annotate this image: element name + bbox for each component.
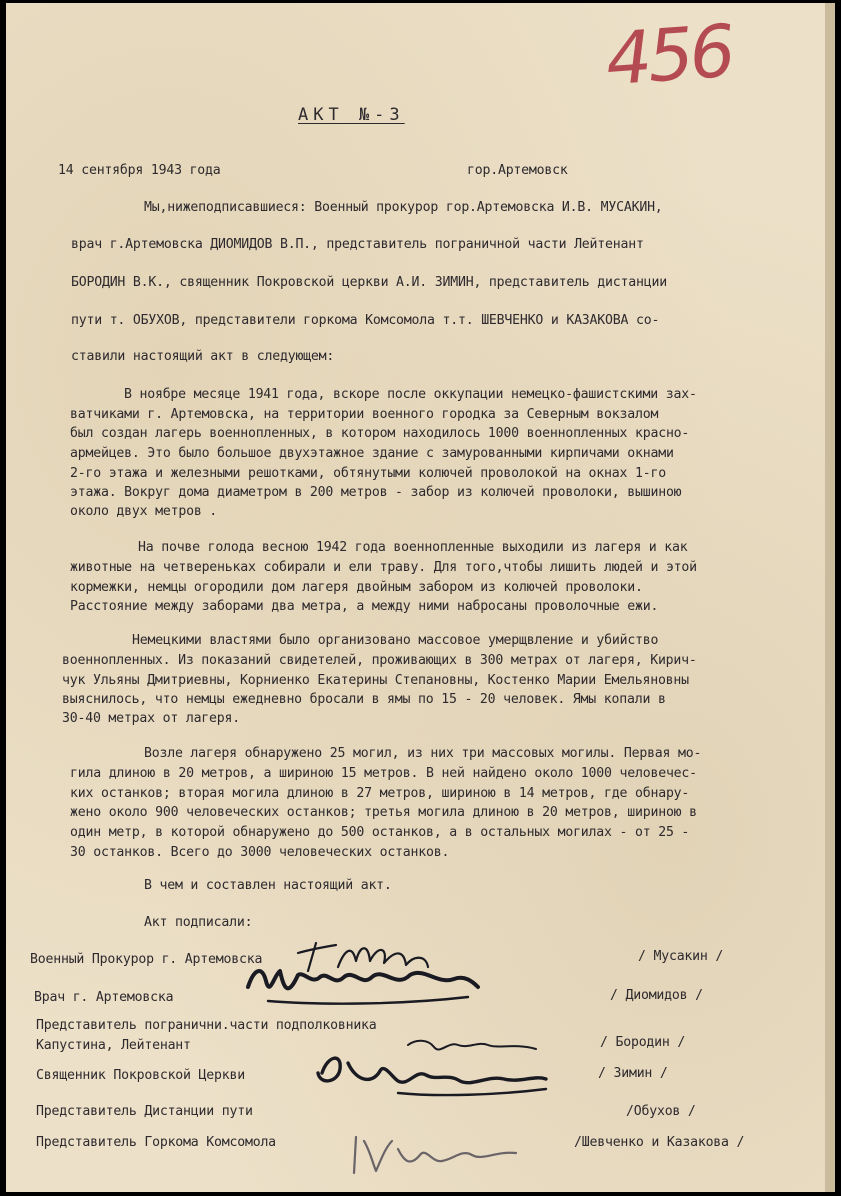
signatory-name: / Мусакин /	[638, 949, 724, 964]
signatory-role: Врач г. Артемовска	[34, 990, 174, 1005]
paragraph-line: армейцев. Это было большое двухэтажное здание с замурованными кирпичами окнами	[70, 446, 674, 461]
paragraph-line: Немецкими властями было организовано массовое умерщвление и убийство	[132, 633, 659, 648]
signatory-name: / Диомидов /	[610, 988, 703, 1003]
document-date: 14 сентября 1943 года	[58, 163, 221, 178]
paragraph-line: военнопленных. Из показаний свидетелей, проживающих в 300 метрах от лагеря, Кирич-	[62, 653, 697, 668]
document-place: гор.Артемовск	[467, 163, 568, 178]
page-edge-tear	[825, 3, 835, 1192]
intro-line: врач г.Артемовска ДИОМИДОВ В.П., представитель пограничной части Лейтенант	[71, 237, 644, 252]
intro-line: БОРОДИН В.К., священник Покровской церкви А.И. ЗИМИН, представитель дистанции	[71, 275, 667, 290]
paragraph-line: был создан лагерь военнопленных, в котором находилось 1000 военнопленных красно-	[70, 426, 690, 441]
paragraph-line: около двух метров .	[70, 504, 218, 519]
paragraph-line: животные на четвереньках собирали и ели траву. Для того,чтобы лишить людей и этой	[70, 560, 697, 575]
paragraph-line: гила длиною в 20 метров, а шириною 15 метров. В ней найдено около 1000 человечес-	[70, 766, 697, 781]
signatory-role: Представитель Дистанции пути	[36, 1104, 253, 1119]
signature-zimin-borodin	[298, 1035, 558, 1105]
signatory-name: / Зимин /	[598, 1066, 668, 1081]
signature-musakin	[228, 931, 488, 1011]
signatory-role: Священник Покровской Церкви	[36, 1068, 245, 1083]
paragraph-line: ватчиками г. Артемовска, на территории военного городка за Северным вокзалом	[70, 407, 659, 422]
paragraph-line: чук Ульяны Дмитриевны, Корниенко Екатерины Степановны, Костенко Марии Емельяновны	[62, 673, 689, 688]
paragraph-line: жено около 900 человеческих останков; третья могила длиною в 20 метров, шириною в	[70, 805, 697, 820]
paragraph-line: Расстояние между заборами два метра, а между ними набросаны проволочные ежи.	[70, 599, 659, 614]
signatory-role: Капустина, Лейтенант	[36, 1038, 191, 1053]
closing-sentence: В чем и составлен настоящий акт.	[144, 878, 392, 893]
paragraph-line: 2-го этажа и железными решотками, обтянутыми колючей проволокой на окнах 1-го	[70, 466, 666, 481]
paragraph-line: этажа. Вокруг дома диаметром в 200 метров - забор из колючей проволоки, вышиною	[70, 485, 682, 500]
paragraph-line: ких останков; вторая могила длиною в 27 метров, шириною в 14 метров, где обнару-	[70, 786, 690, 801]
signatory-name: /Обухов /	[626, 1104, 696, 1119]
intro-line: Мы,нижеподписавшиеся: Военный прокурор гор.Артемовска И.В. МУСАКИН,	[144, 200, 663, 215]
document-title: АКТ №-3	[298, 105, 405, 125]
intro-line: пути т. ОБУХОВ, представители горкома Комсомола т.т. ШЕВЧЕНКО и КАЗАКОВА со-	[71, 313, 660, 328]
paragraph-line: На почве голода весною 1942 года военнопленные выходили из лагеря и как	[138, 540, 688, 555]
signature-shevchenko	[346, 1121, 526, 1181]
paragraph-line: Возле лагеря обнаружено 25 могил, из них три массовых могилы. Первая мо-	[144, 746, 702, 761]
paragraph-line: один метр, в которой обнаружено до 500 останков, а в остальных могилах - от 25 -	[70, 825, 690, 840]
signatory-role: Военный Прокурор г. Артемовска	[30, 952, 263, 967]
paragraph-line: 30 останков. Всего до 3000 человеческих останков.	[70, 845, 450, 860]
paragraph-line: выяснилось, что немцы ежедневно бросали в ямы по 15 - 20 человек. Ямы копали в	[62, 692, 666, 707]
paragraph-line: кормежки, немцы огородили дом лагеря двойным забором из колючей проволоки.	[70, 580, 643, 595]
signed-heading: Акт подписали:	[144, 915, 253, 930]
intro-line: ставили настоящий акт в следующем:	[71, 349, 335, 364]
signatory-role: Представитель погранични.части подполковника	[36, 1018, 377, 1033]
paragraph-line: В ноябре месяце 1941 года, вскоре после оккупации немецко-фашистскими зах-	[124, 387, 697, 402]
archive-number: 456	[603, 8, 735, 102]
signatory-role: Представитель Горкома Комсомола	[36, 1135, 276, 1150]
paragraph-line: 30-40 метрах от лагеря.	[62, 711, 241, 726]
signatory-name: / Бородин /	[600, 1035, 686, 1050]
document-page	[6, 3, 835, 1192]
signatory-name: /Шевченко и Казакова /	[574, 1135, 745, 1150]
